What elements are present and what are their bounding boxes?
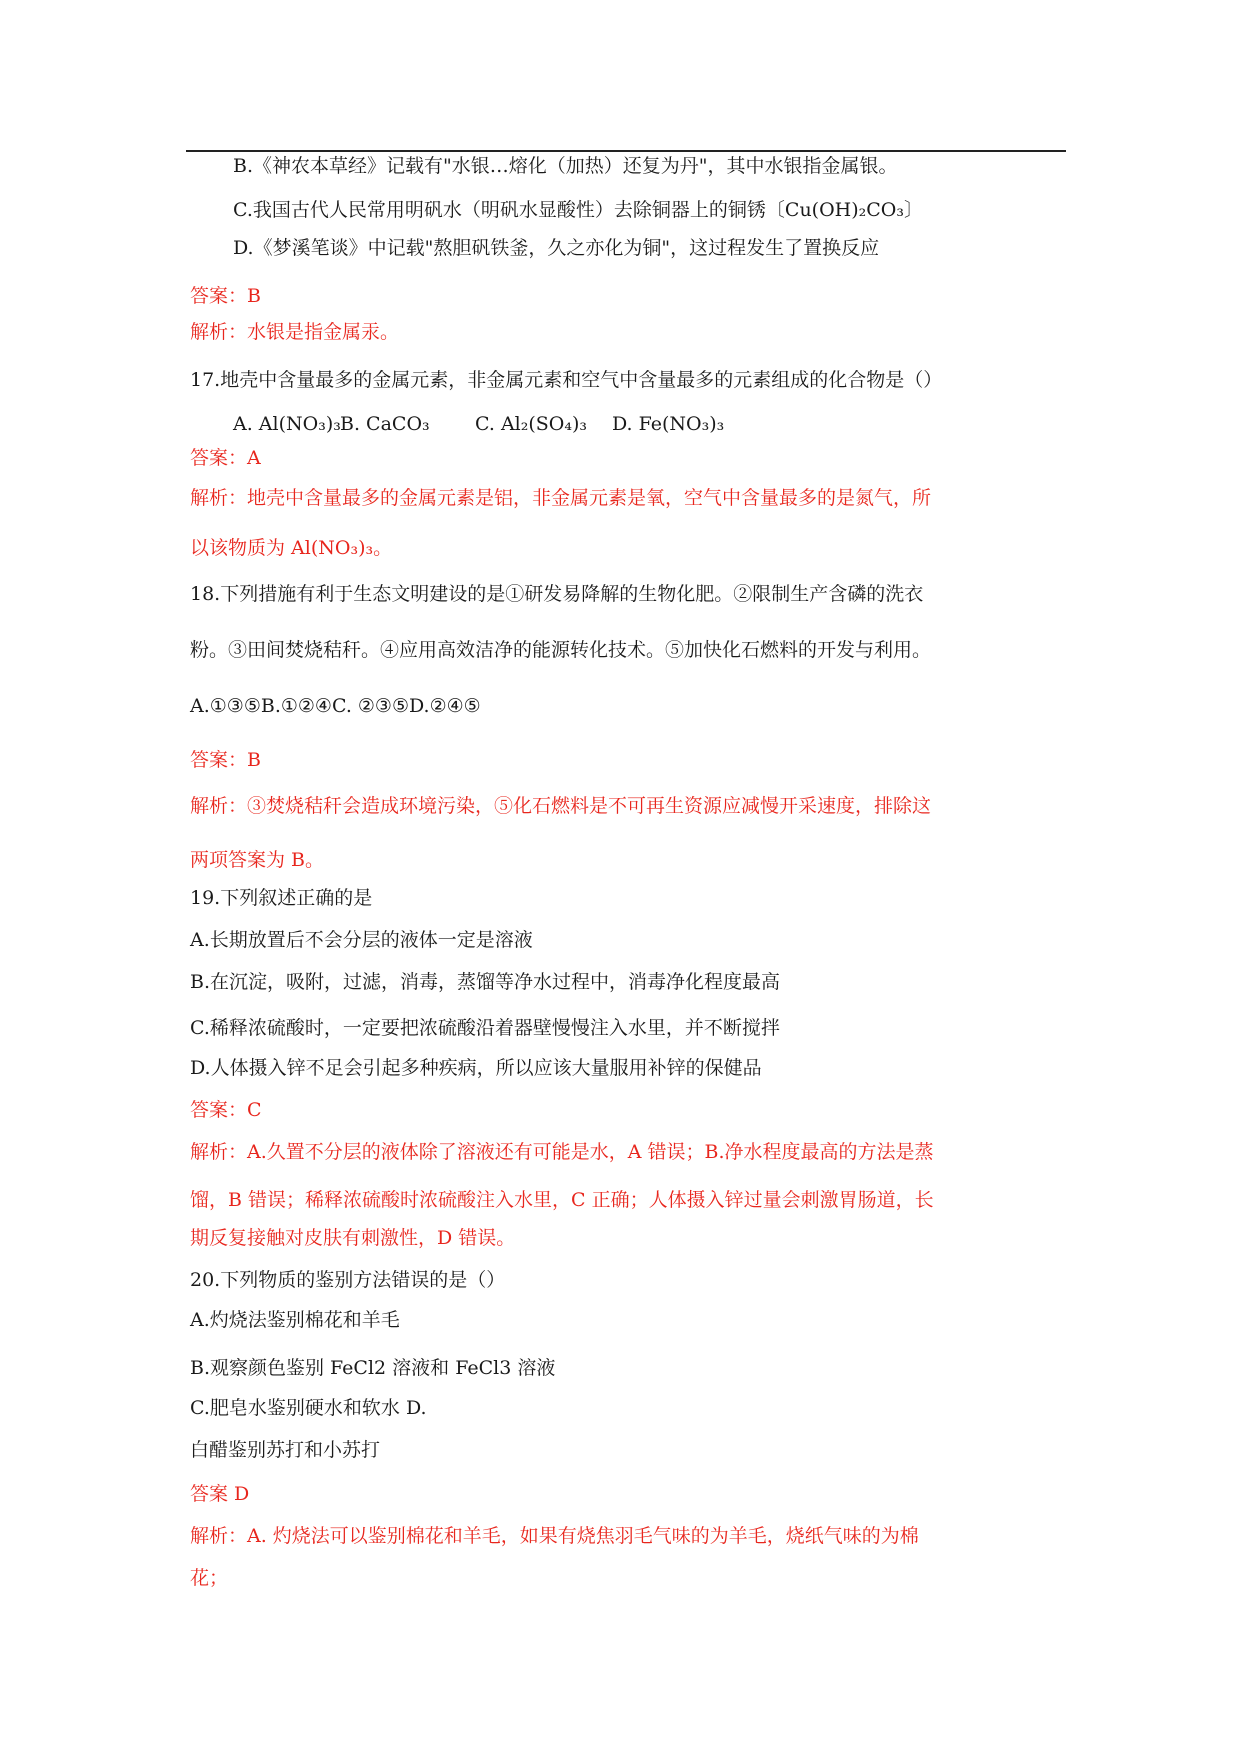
q17-analysis-line2: 以该物质为 Al(NO₃)₃。	[190, 537, 393, 559]
q20-option-a: A.灼烧法鉴别棉花和羊毛	[190, 1309, 400, 1331]
q19-option-d: D.人体摄入锌不足会引起多种疾病，所以应该大量服用补锌的保健品	[190, 1057, 762, 1079]
q19-answer: 答案：C	[190, 1099, 262, 1121]
q18-answer: 答案：B	[190, 749, 261, 771]
q17-answer: 答案：A	[190, 447, 261, 469]
q20-stem: 20.下列物质的鉴别方法错误的是（）	[190, 1269, 506, 1291]
q19-stem: 19.下列叙述正确的是	[190, 887, 373, 909]
q17-stem: 17.地壳中含量最多的金属元素，非金属元素和空气中含量最多的元素组成的化合物是（）	[190, 369, 943, 391]
q19-analysis-line1: 解析：A.久置不分层的液体除了溶液还有可能是水，A 错误；B.净水程度最高的方法是蒸	[190, 1141, 934, 1163]
header-rule	[186, 150, 1066, 152]
q19-analysis-line3: 期反复接触对皮肤有刺激性，D 错误。	[190, 1227, 516, 1249]
q20-option-cd: C.肥皂水鉴别硬水和软水 D.	[190, 1397, 427, 1419]
q19-analysis-line2: 馏，B 错误；稀释浓硫酸时浓硫酸注入水里，C 正确；人体摄入锌过量会刺激胃肠道，长	[190, 1189, 934, 1211]
q17-analysis-line1: 解析：地壳中含量最多的金属元素是铝，非金属元素是氧，空气中含量最多的是氮气，所	[190, 487, 932, 509]
q16-answer: 答案：B	[190, 285, 261, 307]
q20-analysis-line2: 花；	[190, 1567, 229, 1589]
q18-stem-line1: 18.下列措施有利于生态文明建设的是①研发易降解的生物化肥。②限制生产含磷的洗衣	[190, 583, 924, 605]
q18-stem-line2: 粉。③田间焚烧秸秆。④应用高效洁净的能源转化技术。⑤加快化石燃料的开发与利用。	[190, 639, 932, 661]
q17-option-c: C. Al₂(SO₄)₃	[475, 413, 588, 435]
q20-answer: 答案 D	[190, 1483, 250, 1505]
q19-option-c: C.稀释浓硫酸时，一定要把浓硫酸沿着器壁慢慢注入水里，并不断搅拌	[190, 1017, 780, 1039]
q17-option-d: D. Fe(NO₃)₃	[612, 413, 725, 435]
q18-options: A.①③⑤B.①②④C. ②③⑤D.②④⑤	[190, 695, 481, 717]
q19-option-a: A.长期放置后不会分层的液体一定是溶液	[190, 929, 533, 951]
q16-option-d: D.《梦溪笔谈》中记载"熬胆矾铁釜，久之亦化为铜"，这过程发生了置换反应	[233, 237, 880, 259]
q20-option-d-text: 白醋鉴别苏打和小苏打	[190, 1439, 381, 1461]
q17-option-b: B. CaCO₃	[340, 413, 430, 435]
q19-option-b: B.在沉淀，吸附，过滤，消毒，蒸馏等净水过程中，消毒净化程度最高	[190, 971, 781, 993]
q18-analysis-line1: 解析：③焚烧秸秆会造成环境污染，⑤化石燃料是不可再生资源应减慢开采速度，排除这	[190, 795, 932, 817]
q16-option-b: B.《神农本草经》记载有"水银…熔化（加热）还复为丹"，其中水银指金属银。	[233, 155, 898, 177]
q16-analysis: 解析：水银是指金属汞。	[190, 321, 400, 343]
q17-option-a: A. Al(NO₃)₃	[233, 413, 341, 435]
q20-analysis-line1: 解析：A. 灼烧法可以鉴别棉花和羊毛，如果有烧焦羽毛气味的为羊毛，烧纸气味的为棉	[190, 1525, 919, 1547]
q20-option-b: B.观察颜色鉴别 FeCl2 溶液和 FeCl3 溶液	[190, 1357, 556, 1379]
q18-analysis-line2: 两项答案为 B。	[190, 849, 325, 871]
q16-option-c: C.我国古代人民常用明矾水（明矾水显酸性）去除铜器上的铜锈〔Cu(OH)₂CO₃〕	[233, 199, 923, 221]
